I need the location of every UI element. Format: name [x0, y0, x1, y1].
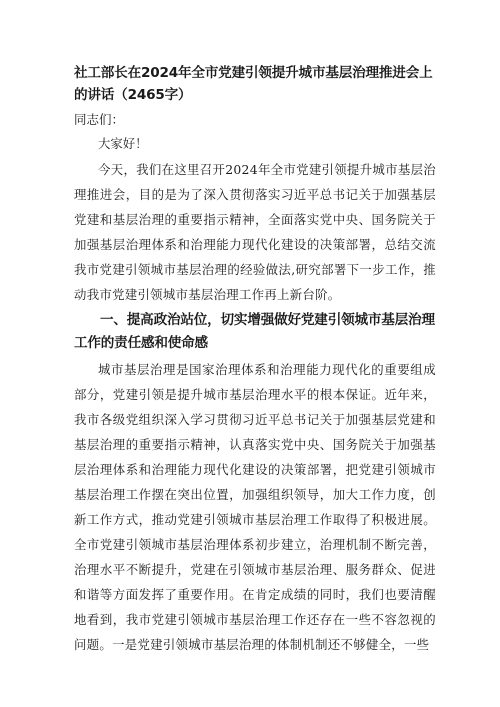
salutation: 同志们： [74, 112, 125, 127]
greeting: 大家好！ [98, 136, 148, 151]
section-heading: 一、提高政治站位，切实增强做好党建引领城市基层治理工作的责任感和使命感 [74, 312, 435, 351]
document-page [74, 62, 436, 657]
section-body-paragraph: 城市基层治理是国家治理体系和治理能力现代化的重要组成部分，党建引领是提升城市基层治理水平的根本保证。近年来，我市各级党组织深入学习贯彻习近平总书记关于加强基层党建和基层治理的重要指示精神，认真落实党中央、国务院关于加强基层治理体系和治理能力现代化建设的决策部署，把党建引领城市基层治理工作摆在突出位置，加强组织领导，加大工作力度，创新工作方式，推动党建引领城市基层治理工作取得了积极进展。全市党建引领城市基层治理体系初步建立，治理机制不断完善，治理水平不断提升，党建在引领城市基层治理、服务群众、促进和谐等方面发挥了重要作用。在肯定成绩的同时，我们也要清醒地看到，我市党建引领城市基层治理工作还存在一些不容忽视的问题。一是党建引领城市基层治理的体制机制还不够健全，一些 [74, 362, 436, 652]
intro-paragraph: 今天，我们在这里召开2024年全市党建引领提升城市基层治理推进会，目的是为了深入贯彻落实习近平总书记关于加强基层党建和基层治理的重要指示精神，全面落实党中央、国务院关于加强基层治理体系和治理能力现代化建设的决策部署，总结交流我市党建引领城市基层治理的经验做法,研究部署下一步工作，推动我市党建引领城市基层治理工作再上新台阶。 [74, 162, 436, 302]
document-title: 社工部长在2024年全市党建引领提升城市基层治理推进会上的讲话（2465字） [74, 65, 433, 103]
